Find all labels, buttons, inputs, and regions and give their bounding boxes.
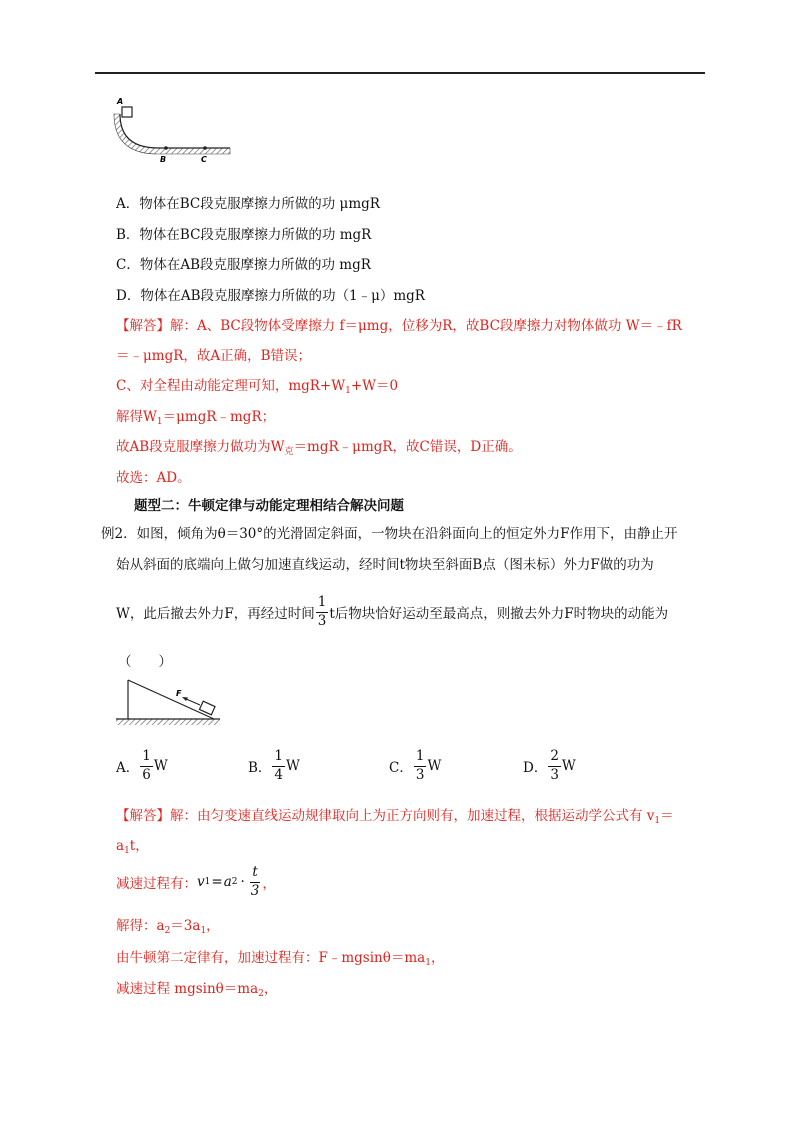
q1-option-b: B．物体在BC段克服摩擦力所做的功 mgR <box>116 227 372 243</box>
q2-option-a: A． $\frac{1}{6}$ W <box>116 748 168 783</box>
ans2-line6: 减速过程 $mgsin\theta=ma_2$， <box>116 981 278 999</box>
ex2-line1: 例2．如图，倾角为θ＝30°的光滑固定斜面，一物块在沿斜面向上的恒定外力F作用下，由静止开 <box>101 526 678 542</box>
ans1-line2: ＝﹣μmgR，故A正确，B错误； <box>116 348 312 364</box>
ans1-line3: C、对全程由动能定理可知，$mgR+W_1+W=0$ <box>116 378 399 396</box>
ans2-line2: $a_1t$， <box>116 838 149 856</box>
ex2-line3: W，此后撤去外力F，再经过时间 $\frac{1}{3}$ t后物块恰好运动至最高点，则撤去外力F时物块的动能为 <box>116 594 669 629</box>
fraction-one-third: $\frac{1}{3}$ <box>317 594 327 629</box>
q2-option-c: C． $\frac{1}{3}$ W <box>389 748 442 783</box>
label-c: C <box>201 155 207 164</box>
ans2-line3: 减速过程有： v 1 = a 2 · $\frac{t}{3}$ ， <box>116 864 276 899</box>
ans1-line4: 解得$W_1=\mu mgR﹣mgR$； <box>116 409 276 427</box>
equation-decel: v 1 = a 2 · $\frac{t}{3}$ <box>197 864 260 899</box>
q1-option-c: C．物体在AB段克服摩擦力所做的功 mgR <box>116 257 371 273</box>
header-rule <box>95 72 705 74</box>
ans2-line4: 解得：$a_2=3a_1$， <box>116 918 220 936</box>
ans1-line5: 故AB段克服摩擦力做功为$W_克=mgR﹣\mu mgR$，故C错误，D正确。 <box>116 439 522 457</box>
ans1-line1: 【解答】解：A、BC段物体受摩擦力 f＝μmg，位移为R，故BC段摩擦力对物体做功 W＝﹣fR <box>116 318 682 334</box>
q1-option-d: D．物体在AB段克服摩擦力所做的功（1﹣μ）mgR <box>116 288 425 304</box>
label-b: B <box>160 155 167 164</box>
ans1-line6: 故选：AD。 <box>116 470 191 486</box>
q2-option-d: D． $\frac{2}{3}$ W <box>523 748 576 783</box>
label-a: A <box>117 97 124 106</box>
q1-option-a: A．物体在BC段克服摩擦力所做的功 μmgR <box>116 196 380 212</box>
incline-figure <box>114 672 224 728</box>
track-figure <box>112 94 237 166</box>
ex2-line2: 始从斜面的底端向上做匀加速直线运动，经时间t物块至斜面B点（图未标）外力F做的功为 <box>116 557 654 573</box>
q2-option-b: B． $\frac{1}{4}$ W <box>248 748 300 783</box>
ans2-line1: 【解答】解：由匀变速直线运动规律取向上为正方向则有，加速过程，根据运动学公式有 $v_1=$ <box>116 808 674 826</box>
ans2-line5: 由牛顿第二定律有，加速过程有：$F﹣mgsin\theta=ma_1$， <box>116 950 445 968</box>
answer-paren: （ ） <box>118 654 172 670</box>
label-f: F <box>176 689 182 698</box>
block-icon <box>199 701 215 715</box>
section-title: 题型二：牛顿定律与动能定理相结合解决问题 <box>134 498 404 514</box>
block-icon <box>122 107 132 117</box>
